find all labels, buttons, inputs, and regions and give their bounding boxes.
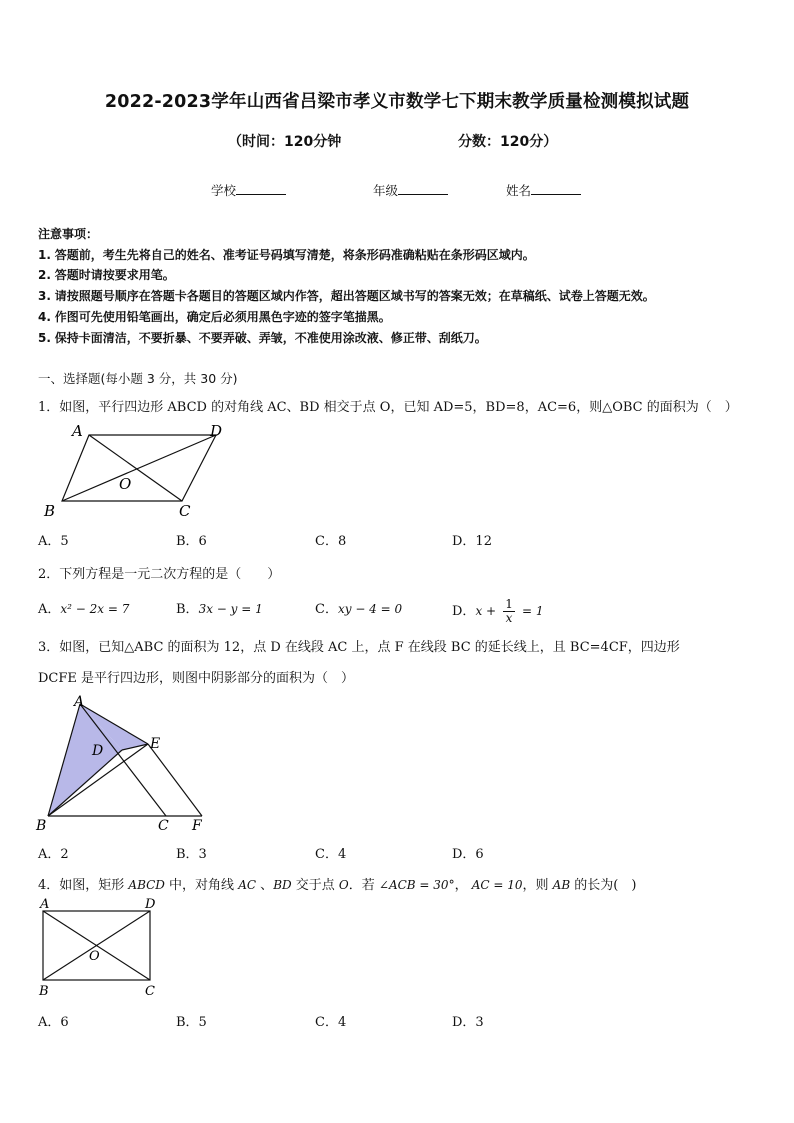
question-2: 2．下列方程是一元二次方程的是（ ） <box>38 567 281 582</box>
q4-option-c[interactable]: C．4 <box>315 1015 347 1030</box>
q1-option-c[interactable]: C．8 <box>315 534 347 549</box>
q4-label-o: O <box>89 949 100 964</box>
q3-label-b: B <box>36 818 47 834</box>
q1-option-d[interactable]: D．12 <box>452 534 492 549</box>
question-3-line-1: 3．如图，已知△ABC 的面积为 12，点 D 在线段 AC 上，点 F 在线段 BC 的延长线上，且 BC=4CF，四边形 <box>38 640 680 655</box>
question-1: 1．如图，平行四边形 ABCD 的对角线 AC、BD 相交于点 O，已知 AD=5，BD=8，AC=6，则△OBC 的面积为（ ） <box>38 400 738 415</box>
notice-heading: 注意事项： <box>38 227 99 241</box>
q3-option-c[interactable]: C．4 <box>315 847 347 862</box>
q4-option-b[interactable]: B．5 <box>176 1015 207 1030</box>
question-4: 4．如图，矩形 ABCD 中，对角线 AC 、BD 交于点 O．若 ∠ACB = 30°， AC = 10，则 AB 的长为( ) <box>38 878 637 893</box>
notice-item: 5. 保持卡面清洁，不要折暴、不要弄破、弄皱，不准使用涂改液、修正带、刮纸刀。 <box>38 331 487 345</box>
q3-option-b[interactable]: B．3 <box>176 847 207 862</box>
q4-label-b: B <box>39 984 49 999</box>
q3-label-d: D <box>92 743 104 759</box>
q4-option-a[interactable]: A．6 <box>38 1015 69 1030</box>
q1-option-a[interactable]: A．5 <box>38 534 69 549</box>
school-label: 学校 <box>211 183 237 198</box>
q1-label-c: C <box>179 502 191 520</box>
q1-label-a: A <box>72 422 83 440</box>
q2-option-b[interactable]: B．3x − y = 1 <box>176 602 263 617</box>
q1-label-b: B <box>44 502 56 520</box>
question-3-line-2: DCFE 是平行四边形，则图中阴影部分的面积为（ ） <box>38 671 355 686</box>
notice-item: 1. 答题前，考生先将自己的姓名、准考证号码填写清楚，将条形码准确粘贴在条形码区域内。 <box>38 248 535 262</box>
q3-label-c: C <box>158 818 169 834</box>
q3-label-e: E <box>150 736 161 752</box>
q2-option-d[interactable]: D．x + $\frac{1}{x}$ = 1 <box>452 597 544 625</box>
q2-option-c[interactable]: C．xy − 4 = 0 <box>315 602 403 617</box>
fraction: $\frac{1}{x}$ <box>505 597 513 625</box>
section-heading: 一、选择题(每小题 3 分，共 30 分) <box>38 371 238 386</box>
q3-label-f: F <box>192 818 202 834</box>
q4-label-a: A <box>40 897 50 912</box>
q1-label-o: O <box>119 475 132 493</box>
q3-triangle-figure <box>30 694 220 834</box>
q3-option-d[interactable]: D．6 <box>452 847 484 862</box>
q4-label-d: D <box>145 897 156 912</box>
notice-item: 2. 答题时请按要求用笔。 <box>38 268 175 282</box>
name-label: 姓名 <box>506 183 532 198</box>
grade-field <box>373 181 448 199</box>
name-field <box>506 181 581 199</box>
school-field <box>211 181 286 199</box>
q1-label-d: D <box>210 422 223 440</box>
q2-option-a[interactable]: A．x² − 2x = 7 <box>38 602 130 617</box>
grade-label: 年级 <box>373 183 399 198</box>
q1-option-b[interactable]: B．6 <box>176 534 207 549</box>
school-blank <box>236 182 286 195</box>
grade-blank <box>398 182 448 195</box>
page-title: 2022-2023学年山西省吕梁市孝义市数学七下期末教学质量检测模拟试题 <box>104 92 690 112</box>
q4-rectangle-figure <box>34 894 164 1000</box>
name-blank <box>531 182 581 195</box>
q4-label-c: C <box>145 984 155 999</box>
q4-option-d[interactable]: D．3 <box>452 1015 484 1030</box>
notice-item: 3. 请按照题号顺序在答题卡各题目的答题区域内作答，超出答题区域书写的答案无效；在草稿纸、试卷上答题无效。 <box>38 289 655 303</box>
notice-item: 4. 作图可先使用铅笔画出，确定后必须用黑色字迹的签字笔描黑。 <box>38 310 391 324</box>
q1-parallelogram-figure <box>38 420 238 520</box>
q3-option-a[interactable]: A．2 <box>38 847 69 862</box>
q3-label-a: A <box>74 694 85 710</box>
score-info: 分数：120分） <box>458 134 558 150</box>
time-info: （时间：120分钟 <box>228 134 342 150</box>
